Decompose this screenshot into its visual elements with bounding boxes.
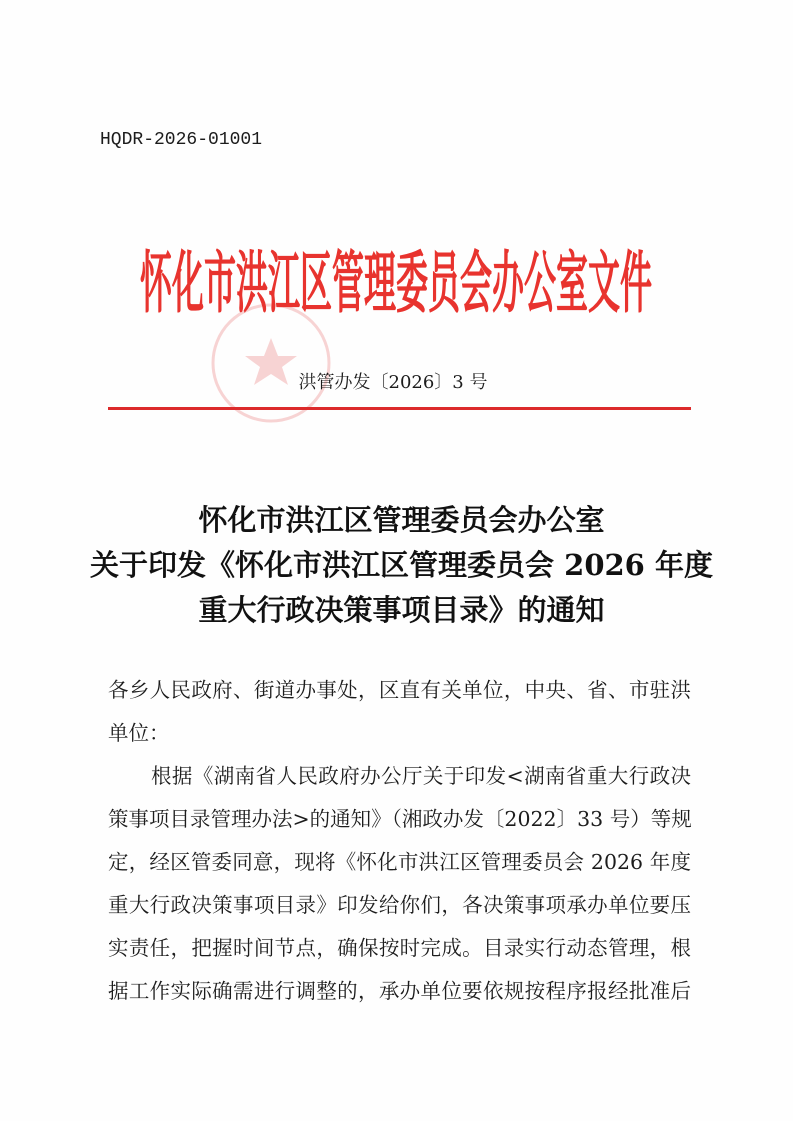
- notice-title: [10, 498, 793, 633]
- paragraph-line: 策事项目录管理办法>的通知》（湘政办发〔2022〕33 号）等规: [108, 807, 692, 831]
- document-code: HQDR-2026-01001: [100, 130, 263, 150]
- paragraph-line: 定，经区管委同意，现将《怀化市洪江区管理委员会 2026 年度: [108, 850, 691, 874]
- paragraph-line: 实责任，把握时间节点，确保按时完成。目录实行动态管理，根: [108, 936, 691, 960]
- paragraph-line: 重大行政决策事项目录》印发给你们，各决策事项承办单位要压: [108, 893, 691, 917]
- notice-body: [108, 669, 691, 1013]
- red-divider-line: [108, 407, 691, 410]
- title-line: 怀化市洪江区管理委员会办公室: [198, 503, 605, 537]
- document-number: 洪管办发〔2026〕3 号: [298, 372, 488, 393]
- paragraph-line: 根据《湖南省人民政府办公厅关于印发<湖南省重大行政决: [151, 764, 691, 788]
- greeting-line: 各乡人民政府、街道办事处，区直有关单位，中央、省、市驻洪: [108, 678, 691, 702]
- greeting-line: 单位：: [108, 721, 170, 745]
- title-line: 关于印发《怀化市洪江区管理委员会 2026 年度: [90, 548, 713, 582]
- red-header-title: 怀化市洪江区管理委员会办公室文件: [140, 243, 653, 323]
- title-line: 重大行政决策事项目录》的通知: [198, 593, 605, 627]
- paragraph-line: 据工作实际确需进行调整的，承办单位要依规按程序报经批准后: [108, 979, 691, 1003]
